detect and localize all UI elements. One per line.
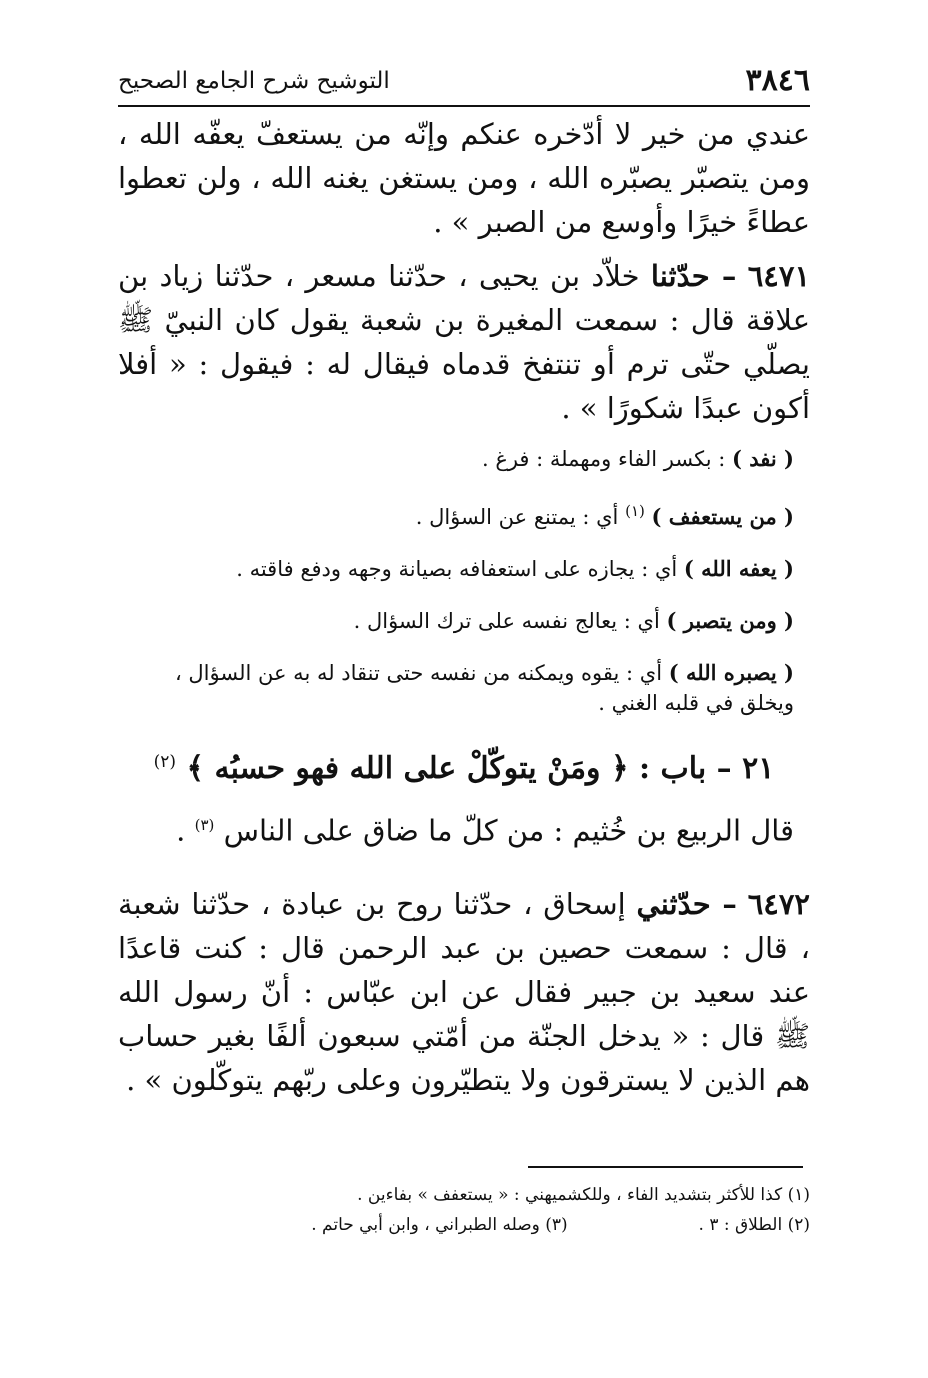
page-number: ٣٨٤٦ [745, 63, 810, 98]
chapter-saying [118, 803, 810, 853]
footnote-marker: (٢) [153, 752, 177, 772]
footnote-3: (٣) وصله الطبراني ، وابن أبي حاتم . [311, 1215, 568, 1235]
running-title: التوشيح شرح الجامع الصحيح [118, 68, 390, 94]
page-header [118, 62, 810, 100]
hadith-lead: – حدّثني [636, 886, 737, 921]
gloss-item [118, 554, 810, 584]
intro-paragraph: عندي من خير لا أدّخره عنكم وإنّه من يستعفّ يعفّه الله ، ومن يتصبّر يصبّره الله ، ومن يستغن يغنه الله ، ولن تعطوا عطاءً خيرًا وأوسع من الصبر » . [118, 117, 810, 239]
gloss-item [118, 606, 810, 636]
gloss-term: ( يعفه الله ) [683, 556, 794, 581]
footnote-2: (٢) الطلاق : ٣ . [698, 1215, 810, 1235]
hadith-text: خلاّد بن يحيى ، حدّثنا مسعر ، حدّثنا زياد بن علاقة قال : سمعت المغيرة بن شعبة يقول كان النبيّ ﷺ يصلّي حتّى ترم أو تنتفخ قدماه فيقال له : فيقول : « أفلا أكون عبدًا شكورًا » . [118, 259, 810, 425]
header-rule [118, 105, 810, 107]
gloss-text: أي : يمتنع عن السؤال . [415, 505, 626, 529]
gloss-term: ( يصبره الله ) [668, 660, 794, 685]
hadith-text: إسحاق ، حدّثنا روح بن عبادة ، حدّثنا شعبة ، قال : سمعت حصين بن عبد الرحمن قال : كنت قاعدًا عند سعيد بن جبير فقال عن ابن عبّاس : أنّ رسول الله ﷺ قال : « يدخل الجنّة من أمّتي سبعون ألفًا بغير حساب هم الذين لا يسترقون ولا يتطيّرون وعلى ربّهم يتوكّلون » . [118, 886, 810, 1097]
glosses [118, 444, 810, 718]
gloss-item [118, 658, 810, 718]
gloss-term: ( من يستعفف ) [651, 504, 794, 529]
footnote-marker: (٣) [194, 816, 215, 834]
gloss-item [118, 496, 810, 532]
gloss-term: ( نفد ) [732, 446, 794, 471]
gloss-text: أي : يقوه ويمكنه من نفسه حتى تنقاد له به عن السؤال ، ويخلق في قلبه الغني . [174, 661, 794, 715]
footnote-marker: (١) [625, 502, 645, 520]
hadith-6472 [118, 882, 810, 1102]
footnotes [118, 1180, 810, 1240]
main-text [118, 112, 810, 1102]
gloss-text: أي : يجازه على استعفافه بصيانة وجهه ودفع فاقته . [236, 557, 684, 581]
saying-text: قال الربيع بن خُثيم : من كلّ ما ضاق على الناس [223, 813, 794, 848]
hadith-6471 [118, 254, 810, 430]
gloss-text: : بكسر الفاء ومهملة : فرغ . [481, 447, 732, 471]
chapter-heading [118, 740, 810, 791]
gloss-item [118, 444, 810, 474]
saying-end: . [176, 813, 195, 848]
gloss-term: ( ومن يتصبر ) [666, 608, 794, 633]
hadith-number: ٦٤٧٢ [747, 886, 810, 921]
footnote-1: (١) كذا للأكثر بتشديد الفاء ، وللكشميهني : « يستعفف » بفاءين . [357, 1185, 810, 1205]
footnote-row [118, 1210, 810, 1240]
hadith-lead: – حدّثنا [650, 259, 737, 293]
gloss-text: أي : يعالج نفسه على ترك السؤال . [353, 609, 667, 633]
hadith-number: ٦٤٧١ [747, 259, 811, 293]
chapter-label: ٢١ – باب : ﴿ ومَنْ يتوكّلْ على الله فهو حسبُه ﴾ [186, 751, 775, 786]
footnote-rule [528, 1166, 803, 1168]
